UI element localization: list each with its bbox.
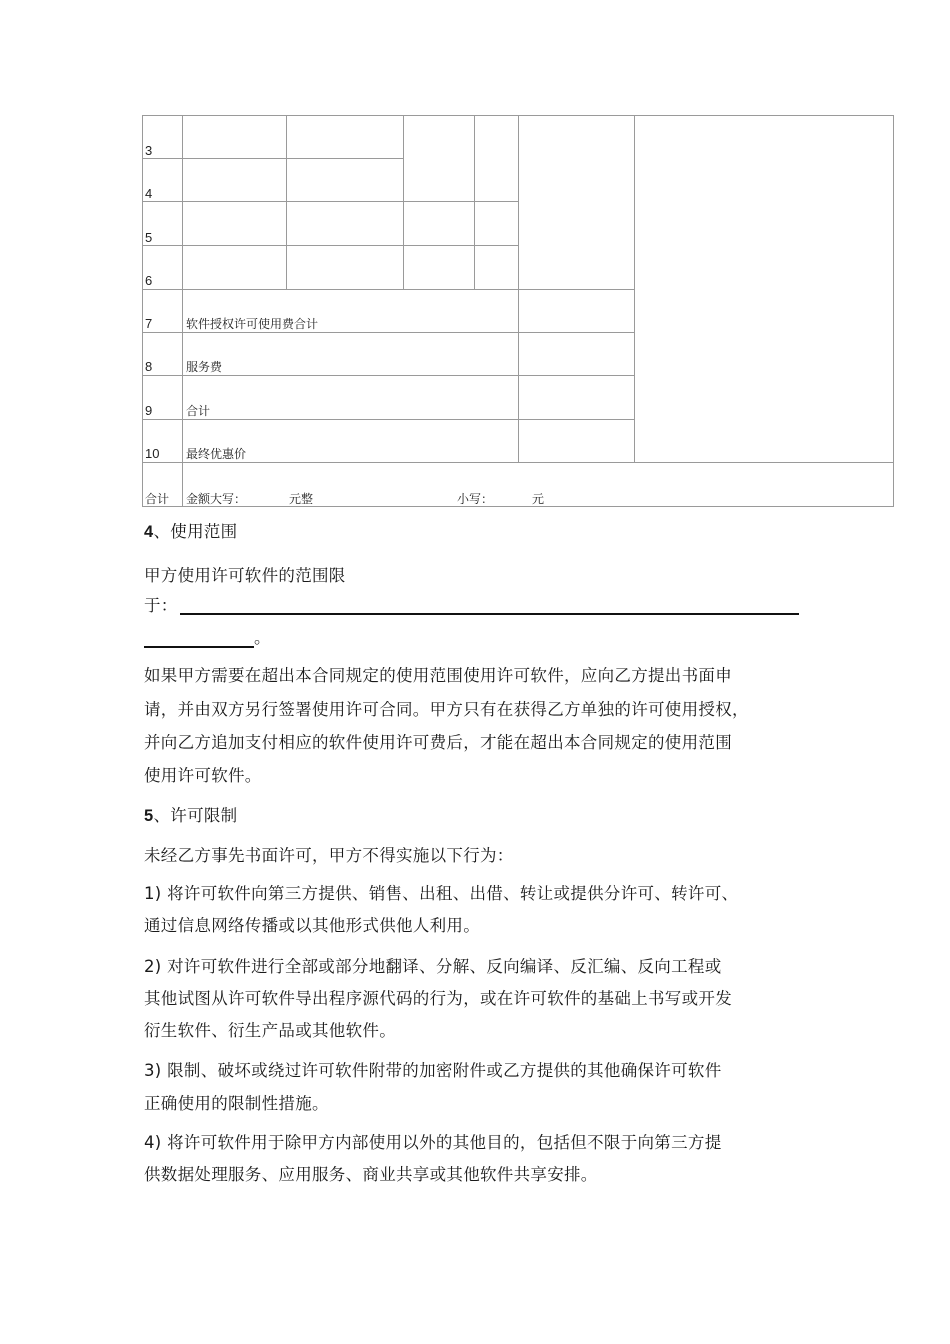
col-line [286,115,287,289]
scope-blank-line-2 [144,646,254,648]
amount-upper-label: 金额大写： [186,492,247,506]
row-line [142,201,518,202]
section4-paragraph-line: 并向乙方追加支付相应的软件使用许可费后，才能在超出本合同规定的使用范围 [144,733,732,752]
row-line [142,462,894,463]
section4-paragraph-line: 如果甲方需要在超出本合同规定的使用范围使用许可软件，应向乙方提出书面申 [144,666,732,685]
list-item [144,1061,722,1081]
row-line [142,289,635,290]
row-line [142,419,635,420]
subtotal-label: 合计 [186,404,211,418]
list-item [144,1133,722,1153]
license-fee-total-label: 软件授权许可使用费合计 [186,317,319,331]
amount-lower-unit: 元 [532,492,545,506]
final-price-label: 最终优惠价 [186,447,247,461]
col-line [634,115,635,462]
amount-lower-label: 小写： [457,492,494,506]
section4-title: 、使用范围 [153,522,238,541]
row-number: 9 [145,403,153,418]
row-number: 7 [145,316,153,331]
list-item-continuation: 通过信息网络传播或以其他形式供他人利用。 [144,916,480,935]
section4-scope-prefix: 于： [144,596,178,615]
list-item-text: 将许可软件向第三方提供、销售、出租、出借、转让或提供分许可、转许可、 [167,884,739,903]
list-item [144,884,738,904]
col-line [182,115,183,507]
amount-upper-unit: 元整 [289,492,314,506]
col-line [403,115,404,289]
list-item-number: 2) [144,957,162,976]
section5-number: 5 [144,807,154,825]
row-line [142,375,635,376]
section4-paragraph-line: 使用许可软件。 [144,766,262,785]
list-item-text: 将许可软件用于除甲方内部使用以外的其他目的，包括但不限于向第三方提 [167,1133,722,1152]
service-fee-label: 服务费 [186,360,223,374]
section5-heading [144,806,237,826]
list-item-continuation: 供数据处理服务、应用服务、商业共享或其他软件共享安排。 [144,1165,598,1184]
list-item-number: 1) [144,884,162,903]
section5-title: 、许可限制 [153,806,238,825]
row-number: 4 [145,186,153,201]
list-item [144,957,722,977]
price-table [0,0,950,520]
section4-heading [144,522,237,542]
row-number: 8 [145,359,153,374]
list-item-continuation: 衍生软件、衍生产品或其他软件。 [144,1021,396,1040]
section5-intro: 未经乙方事先书面许可，甲方不得实施以下行为： [144,846,514,865]
table-border-left [142,115,143,507]
row-number: 3 [145,143,153,158]
table-border-right [893,115,894,507]
list-item-text: 对许可软件进行全部或部分地翻译、分解、反向编译、反汇编、反向工程或 [167,957,722,976]
section4-scope-period: 。 [254,628,271,647]
total-row-label: 合计 [145,492,170,506]
section4-scope-line: 甲方使用许可软件的范围限 [144,566,346,585]
row-line [142,245,518,246]
section4-number: 4 [144,523,154,541]
row-number: 5 [145,230,153,245]
list-item-continuation: 其他试图从许可软件导出程序源代码的行为，或在许可软件的基础上书写或开发 [144,989,732,1008]
list-item-number: 3) [144,1061,162,1080]
scope-blank-line [180,613,799,615]
row-number: 6 [145,273,153,288]
col-line [518,115,519,462]
row-number: 10 [145,446,160,461]
section4-paragraph-line: 请，并由双方另行签署使用许可合同。甲方只有在获得乙方单独的许可使用授权， [144,700,749,719]
list-item-continuation: 正确使用的限制性措施。 [144,1094,329,1113]
list-item-number: 4) [144,1133,162,1152]
table-border-bottom [142,506,894,507]
list-item-text: 限制、破坏或绕过许可软件附带的加密附件或乙方提供的其他确保许可软件 [167,1061,722,1080]
col-line [474,115,475,289]
row-line [142,332,635,333]
